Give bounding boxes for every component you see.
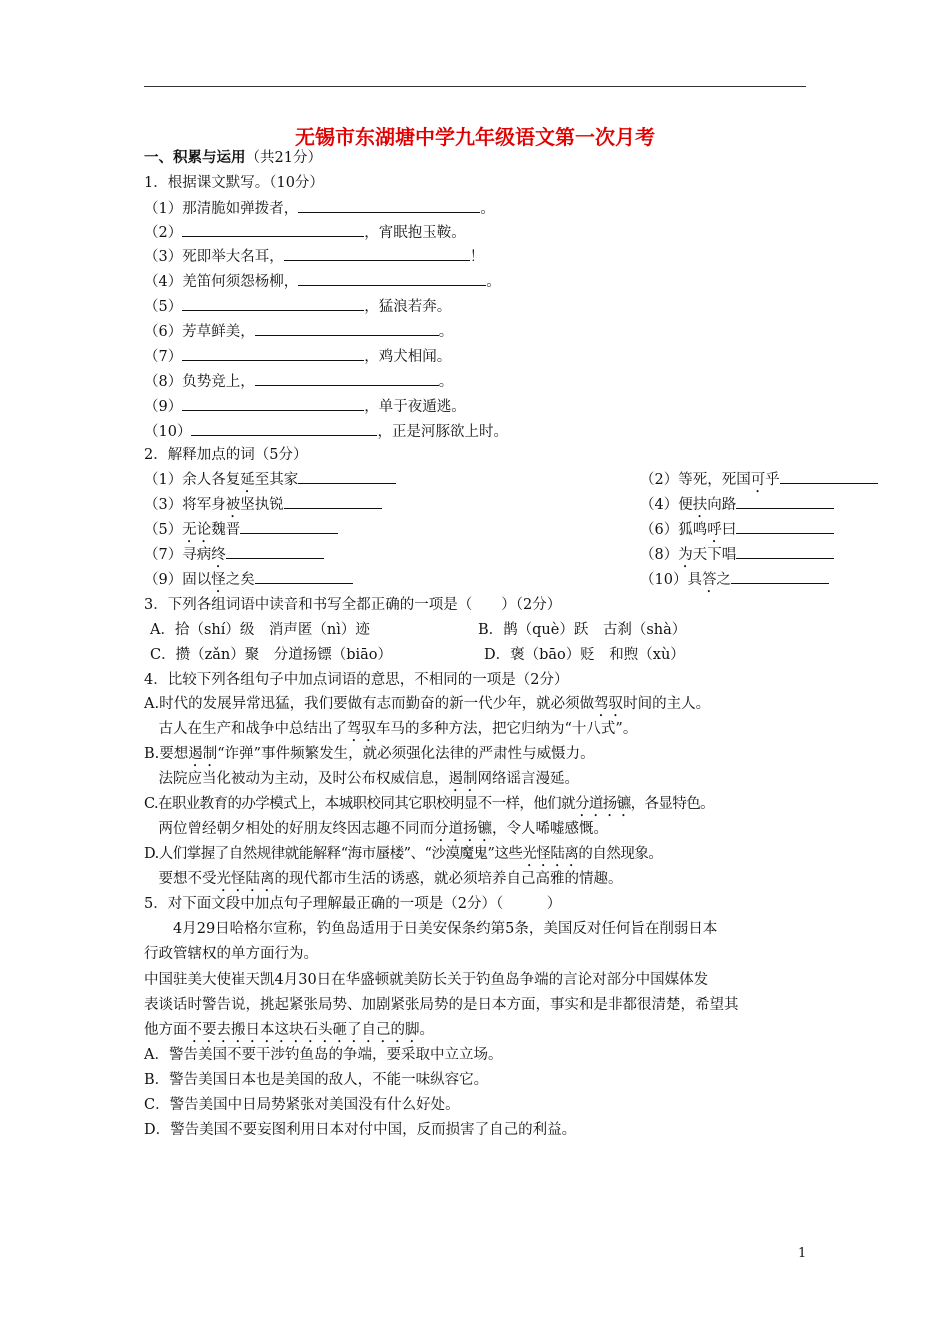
answer-blank[interactable] bbox=[284, 246, 470, 261]
option-c[interactable]: C．攒（zǎn）聚 分道扬镖（biāo） bbox=[150, 647, 393, 663]
answer-blank[interactable] bbox=[182, 396, 364, 411]
answer-blank[interactable] bbox=[298, 198, 480, 213]
answer-blank[interactable] bbox=[255, 321, 439, 336]
q1-heading: 1．根据课文默写。（10分） bbox=[144, 175, 324, 191]
answer-blank[interactable] bbox=[736, 494, 834, 509]
answer-blank[interactable] bbox=[284, 494, 382, 509]
q1-item: （7） ，鸡犬相闻。 bbox=[144, 346, 451, 367]
q2-row: （9）固以怪之矣 （10）具答之 bbox=[144, 569, 806, 596]
answer-blank[interactable] bbox=[226, 544, 324, 559]
q2-heading: 2．解释加点的词（5分） bbox=[144, 447, 308, 463]
q3-options bbox=[150, 620, 806, 640]
section-heading: 一、积累与运用（共21分） bbox=[144, 150, 322, 166]
option-a[interactable]: A．拾（shí）级 消声匿（nì）迹 bbox=[150, 622, 370, 638]
q4-sentence: 法院应当化被动为主动，及时公布权威信息，遏制网络谣言漫延。 bbox=[144, 771, 579, 787]
option-d[interactable]: D．警告美国不要妄图利用日本对付中国，反而损害了自己的利益。 bbox=[144, 1122, 577, 1138]
answer-blank[interactable] bbox=[255, 371, 439, 386]
q1-item: （1）那清脆如弹拨者， 。 bbox=[144, 198, 495, 219]
q4-sentence: 古人在生产和战争中总结出了驾驭车马的多种方法，把它归纳为“十八式”。 bbox=[144, 721, 638, 737]
q4-heading: 4．比较下列各组句子中加点词语的意思，不相同的一项是（2分） bbox=[144, 672, 569, 688]
answer-blank[interactable] bbox=[182, 222, 364, 237]
answer-blank[interactable] bbox=[191, 421, 377, 436]
q4-sentence: A.时代的发展异常迅猛，我们要做有志而勤奋的新一代少年，就必须做驾驭时间的主人。 bbox=[144, 696, 711, 712]
passage-line: 表谈话时警告说，挑起紧张局势、加剧紧张局势的是日本方面，事实和是非都很清楚，希望其 bbox=[144, 997, 739, 1013]
q1-item: （3）死即举大名耳， ！ bbox=[144, 246, 484, 267]
answer-blank[interactable] bbox=[736, 519, 834, 534]
option-a[interactable]: A．警告美国不要干涉钓鱼岛的争端，要采取中立立场。 bbox=[144, 1047, 503, 1063]
passage-line: 中国驻美大使崔天凯4月30日在华盛顿就美防长关于钓鱼岛争端的言论对部分中国媒体发 bbox=[144, 972, 709, 988]
header-rule bbox=[144, 86, 806, 87]
answer-blank[interactable] bbox=[731, 569, 829, 584]
q4-sentence: B.要想遏制“诈弹”事件频繁发生，就必须强化法律的严肃性与威慑力。 bbox=[144, 746, 595, 762]
q1-item: （8）负势竞上， 。 bbox=[144, 371, 453, 392]
q2-row: （3）将军身被坚执锐 （4）便扶向路 bbox=[144, 494, 806, 521]
q4-sentence: D.人们掌握了自然规律就能解释“海市蜃楼”、“沙漠魔鬼”这些光怪陆离的自然现象。 bbox=[144, 846, 663, 862]
answer-blank[interactable] bbox=[255, 569, 353, 584]
passage-line: 4月29日哈格尔宣称，钓鱼岛适用于日美安保条约第5条，美国反对任何旨在削弱日本 bbox=[144, 921, 718, 937]
answer-blank[interactable] bbox=[780, 469, 878, 484]
passage-line: 行政管辖权的单方面行为。 bbox=[144, 946, 318, 962]
q3-options bbox=[150, 645, 806, 665]
q1-item: （10） ，正是河豚欲上时。 bbox=[144, 421, 508, 442]
q2-row: （1）余人各复延至其家 （2）等死，死国可乎 bbox=[144, 469, 806, 496]
q2-row: （5）无论魏晋 （6）狐鸣呼曰 bbox=[144, 519, 806, 546]
q5-heading: 5．对下面文段中加点句子理解最正确的一项是（2分）（ ） bbox=[144, 896, 562, 912]
answer-blank[interactable] bbox=[240, 519, 338, 534]
page-number: 1 bbox=[798, 1246, 807, 1261]
answer-blank[interactable] bbox=[182, 296, 364, 311]
q4-sentence: 要想不受光怪陆离的现代都市生活的诱惑，就必须培养自己高雅的情趣。 bbox=[144, 871, 623, 887]
answer-blank[interactable] bbox=[298, 271, 486, 286]
q1-item: （2） ，宵眠抱玉鞍。 bbox=[144, 222, 466, 243]
option-b[interactable]: B．鹊（què）跃 古刹（shà） bbox=[478, 622, 687, 638]
answer-blank[interactable] bbox=[182, 346, 364, 361]
passage-line: 他方面不要去搬日本这块石头砸了自己的脚。 bbox=[144, 1022, 434, 1038]
q1-item: （5） ，猛浪若奔。 bbox=[144, 296, 451, 317]
exam-title: 无锡市东湖塘中学九年级语文第一次月考 bbox=[295, 125, 655, 149]
q3-heading: 3．下列各组词语中读音和书写全都正确的一项是（ ）（2分） bbox=[144, 597, 562, 613]
q2-row: （7）寻病终 （8）为天下唱 bbox=[144, 544, 806, 571]
option-d[interactable]: D．褒（bāo）贬 和煦（xù） bbox=[484, 647, 685, 663]
q4-sentence: C.在职业教育的办学模式上，本城职校同其它职校明显不一样，他们就分道扬镳，各显特色。 bbox=[144, 796, 714, 812]
q4-sentence: 两位曾经朝夕相处的好朋友终因志趣不同而分道扬镳，令人唏嘘感慨。 bbox=[144, 821, 608, 837]
option-c[interactable]: C．警告美国中日局势紧张对美国没有什么好处。 bbox=[144, 1097, 460, 1113]
q1-item: （9） ，单于夜遁逃。 bbox=[144, 396, 466, 417]
answer-blank[interactable] bbox=[298, 469, 396, 484]
q1-item: （4）羌笛何须怨杨柳， 。 bbox=[144, 271, 501, 292]
option-b[interactable]: B．警告美国日本也是美国的敌人，不能一味纵容它。 bbox=[144, 1072, 489, 1088]
answer-blank[interactable] bbox=[736, 544, 834, 559]
q1-item: （6）芳草鲜美， 。 bbox=[144, 321, 453, 342]
